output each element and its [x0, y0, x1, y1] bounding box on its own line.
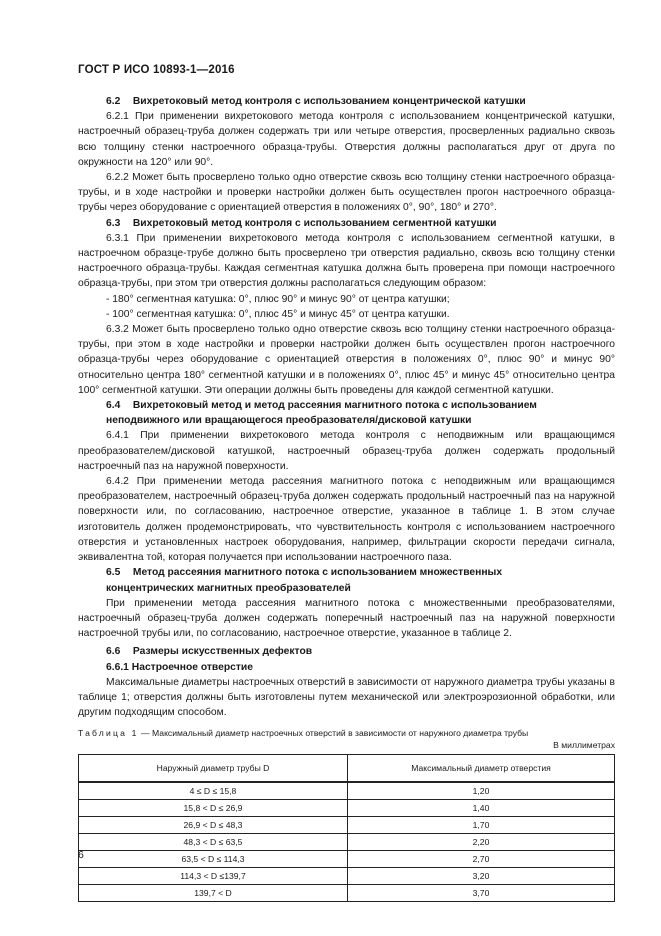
list-item: - 180° сегментная катушка: 0°, плюс 90° и минус 90° от центра катушки; — [106, 293, 450, 305]
section-title: Размеры искусственных дефектов — [132, 646, 313, 658]
paragraph: 6.3.2 Может быть просверлено только одно отверстие сквозь всю толщину стенки настроечного образца-трубы, при этом в ходе настройки и проверки настройки должен быть осуществлен прогон настроечного образца-трубы через оборудование с ориентацией отверстия в положениях 0°, плюс 90° и минус 90° относительно центра 180° сегментной катушки и в положениях 0°, плюс 45° и минус 45° относительно центра 100° сегментной катушки. Эти операции должны быть проведены для каждой сегментной катушки. — [78, 324, 615, 396]
cell-diameter-range: 26,9 < D ≤ 48,3 — [79, 817, 348, 834]
cell-hole-diameter: 3,20 — [348, 868, 615, 885]
section-number: 6.6 — [106, 646, 121, 658]
page-number: 6 — [78, 849, 84, 861]
section-heading — [78, 565, 615, 580]
cell-hole-diameter: 1,40 — [348, 800, 615, 817]
subsection-heading — [78, 660, 615, 675]
cell-diameter-range: 139,7 < D — [79, 885, 348, 902]
section-number: 6.5 — [106, 567, 121, 579]
section-title-continued: неподвижного или вращающегося преобразователя/дисковой катушки — [106, 415, 472, 427]
table-header-row — [79, 755, 615, 783]
subsection-number: 6.6.1 — [106, 661, 129, 673]
section-title-continued: концентрических магнитных преобразователей — [106, 582, 351, 594]
table-row — [79, 782, 615, 800]
paragraph: 6.2.1 При применении вихретокового метода контроля с использованием концентрической катушки, настроечный образец-труба должен содержать три или четыре отверстия, просверленных радиально сквозь всю толщину стенки настроечного образца-трубы. Отверстия должны располагаться друг от друга по окружности на 120° или 90°. — [78, 111, 615, 168]
document-header: ГОСТ Р ИСО 10893-1—2016 — [78, 64, 235, 76]
cell-diameter-range: 63,5 < D ≤ 114,3 — [79, 851, 348, 868]
cell-diameter-range: 15,8 < D ≤ 26,9 — [79, 800, 348, 817]
table-units: В миллиметрах — [553, 740, 615, 751]
table-row — [79, 834, 615, 851]
paragraph: При применении метода рассеяния магнитного потока с множественными преобразователями, настроечный образец-труба должен содержать поперечный настроечный паз на наружной поверхности настроечной трубы или, по согласованию, настроечное отверстие, указанное в таблице 2. — [78, 597, 615, 640]
section-heading — [78, 644, 615, 659]
section-title: Вихретоковый метод и метод рассеяния магнитного потока с использованием — [132, 400, 537, 412]
cell-hole-diameter: 3,70 — [348, 885, 615, 902]
column-header-outer-diameter: Наружный диаметр трубы D — [79, 755, 348, 783]
paragraph: 6.4.2 При применении метода рассеяния магнитного потока с неподвижным или вращающимся преобразователем, настроечный образец-труба должен содержать продольный настроечный паз на наружной поверхности или, по согласованию, настроечное отверстие, указанное в таблице 1. В этом случае изготовитель должен продемонстрировать, что чувствительность контроля с использованием настроечного отверстия и установленных настроек оборудования, например, фильтрации скорости передачи сигнала, эквивалентна той, которая получается при использовании настроечного паза. — [78, 476, 615, 564]
cell-hole-diameter: 2,70 — [348, 851, 615, 868]
table-row — [79, 868, 615, 885]
cell-hole-diameter: 2,20 — [348, 834, 615, 851]
section-number: 6.3 — [106, 217, 121, 229]
paragraph: 6.4.1 При применении вихретокового метода контроля с неподвижным или вращающимся преобразователем/дисковой катушкой, настроечный образец-труба должен содержать продольный настроечный паз на наружной поверхности. — [78, 430, 615, 472]
section-number: 6.2 — [106, 96, 121, 107]
table-caption-text: — Максимальный диаметр настроечных отверстий в зависимости от наружного диаметра трубы — [138, 728, 529, 739]
table-1 — [78, 754, 615, 902]
table-row — [79, 885, 615, 902]
section-heading — [78, 398, 615, 413]
document-body — [78, 94, 615, 902]
cell-diameter-range: 4 ≤ D ≤ 15,8 — [79, 782, 348, 800]
section-title: Метод рассеяния магнитного потока с использованием множественных — [132, 567, 503, 579]
section-heading — [78, 94, 615, 109]
section-title: Вихретоковый метод контроля с использованием сегментной катушки — [132, 217, 497, 229]
table-row — [79, 800, 615, 817]
section-title: Вихретоковый метод контроля с использованием концентрической катушки — [132, 96, 526, 107]
table-row — [79, 817, 615, 834]
cell-diameter-range: 48,3 < D ≤ 63,5 — [79, 834, 348, 851]
paragraph: 6.3.1 При применении вихретокового метода контроля с использованием сегментной катушки, в настроечном образце-трубе должно быть просверлено три отверстия радиально, сквозь всю толщину стенки настроечного образца-трубы. Каждая сегментная катушка должна быть проверена при помощи настроечного образца-трубы, при этом три отверстия должны располагаться следующим образом: — [78, 232, 615, 290]
paragraph: Максимальные диаметры настроечных отверстий в зависимости от наружного диаметра трубы указаны в таблице 1; отверстия должны быть изготовлены путем механической или электроэрозионной обработки, или другим подходящим способом. — [78, 676, 615, 719]
column-header-max-hole-diameter: Максимальный диаметр отверстия — [348, 755, 615, 783]
section-heading — [78, 216, 615, 231]
section-number: 6.4 — [106, 400, 121, 412]
cell-hole-diameter: 1,20 — [348, 782, 615, 800]
cell-diameter-range: 114,3 < D ≤139,7 — [79, 868, 348, 885]
table-label: Таблица 1 — [78, 728, 139, 739]
cell-hole-diameter: 1,70 — [348, 817, 615, 834]
paragraph: 6.2.2 Может быть просверлено только одно отверстие сквозь всю толщину стенки настроечного образца-трубы, и в ходе настройки и проверки настройки должен быть осуществлен прогон настроечного образца-трубы через оборудование с ориентацией отверстия в положениях 0°, 90°, 180° и 270°. — [78, 172, 615, 214]
subsection-title: Настроечное отверстие — [131, 661, 253, 673]
table-row — [79, 851, 615, 868]
table-caption — [78, 727, 615, 739]
list-item: - 100° сегментная катушка: 0°, плюс 45° и минус 45° от центра катушки. — [106, 308, 450, 320]
